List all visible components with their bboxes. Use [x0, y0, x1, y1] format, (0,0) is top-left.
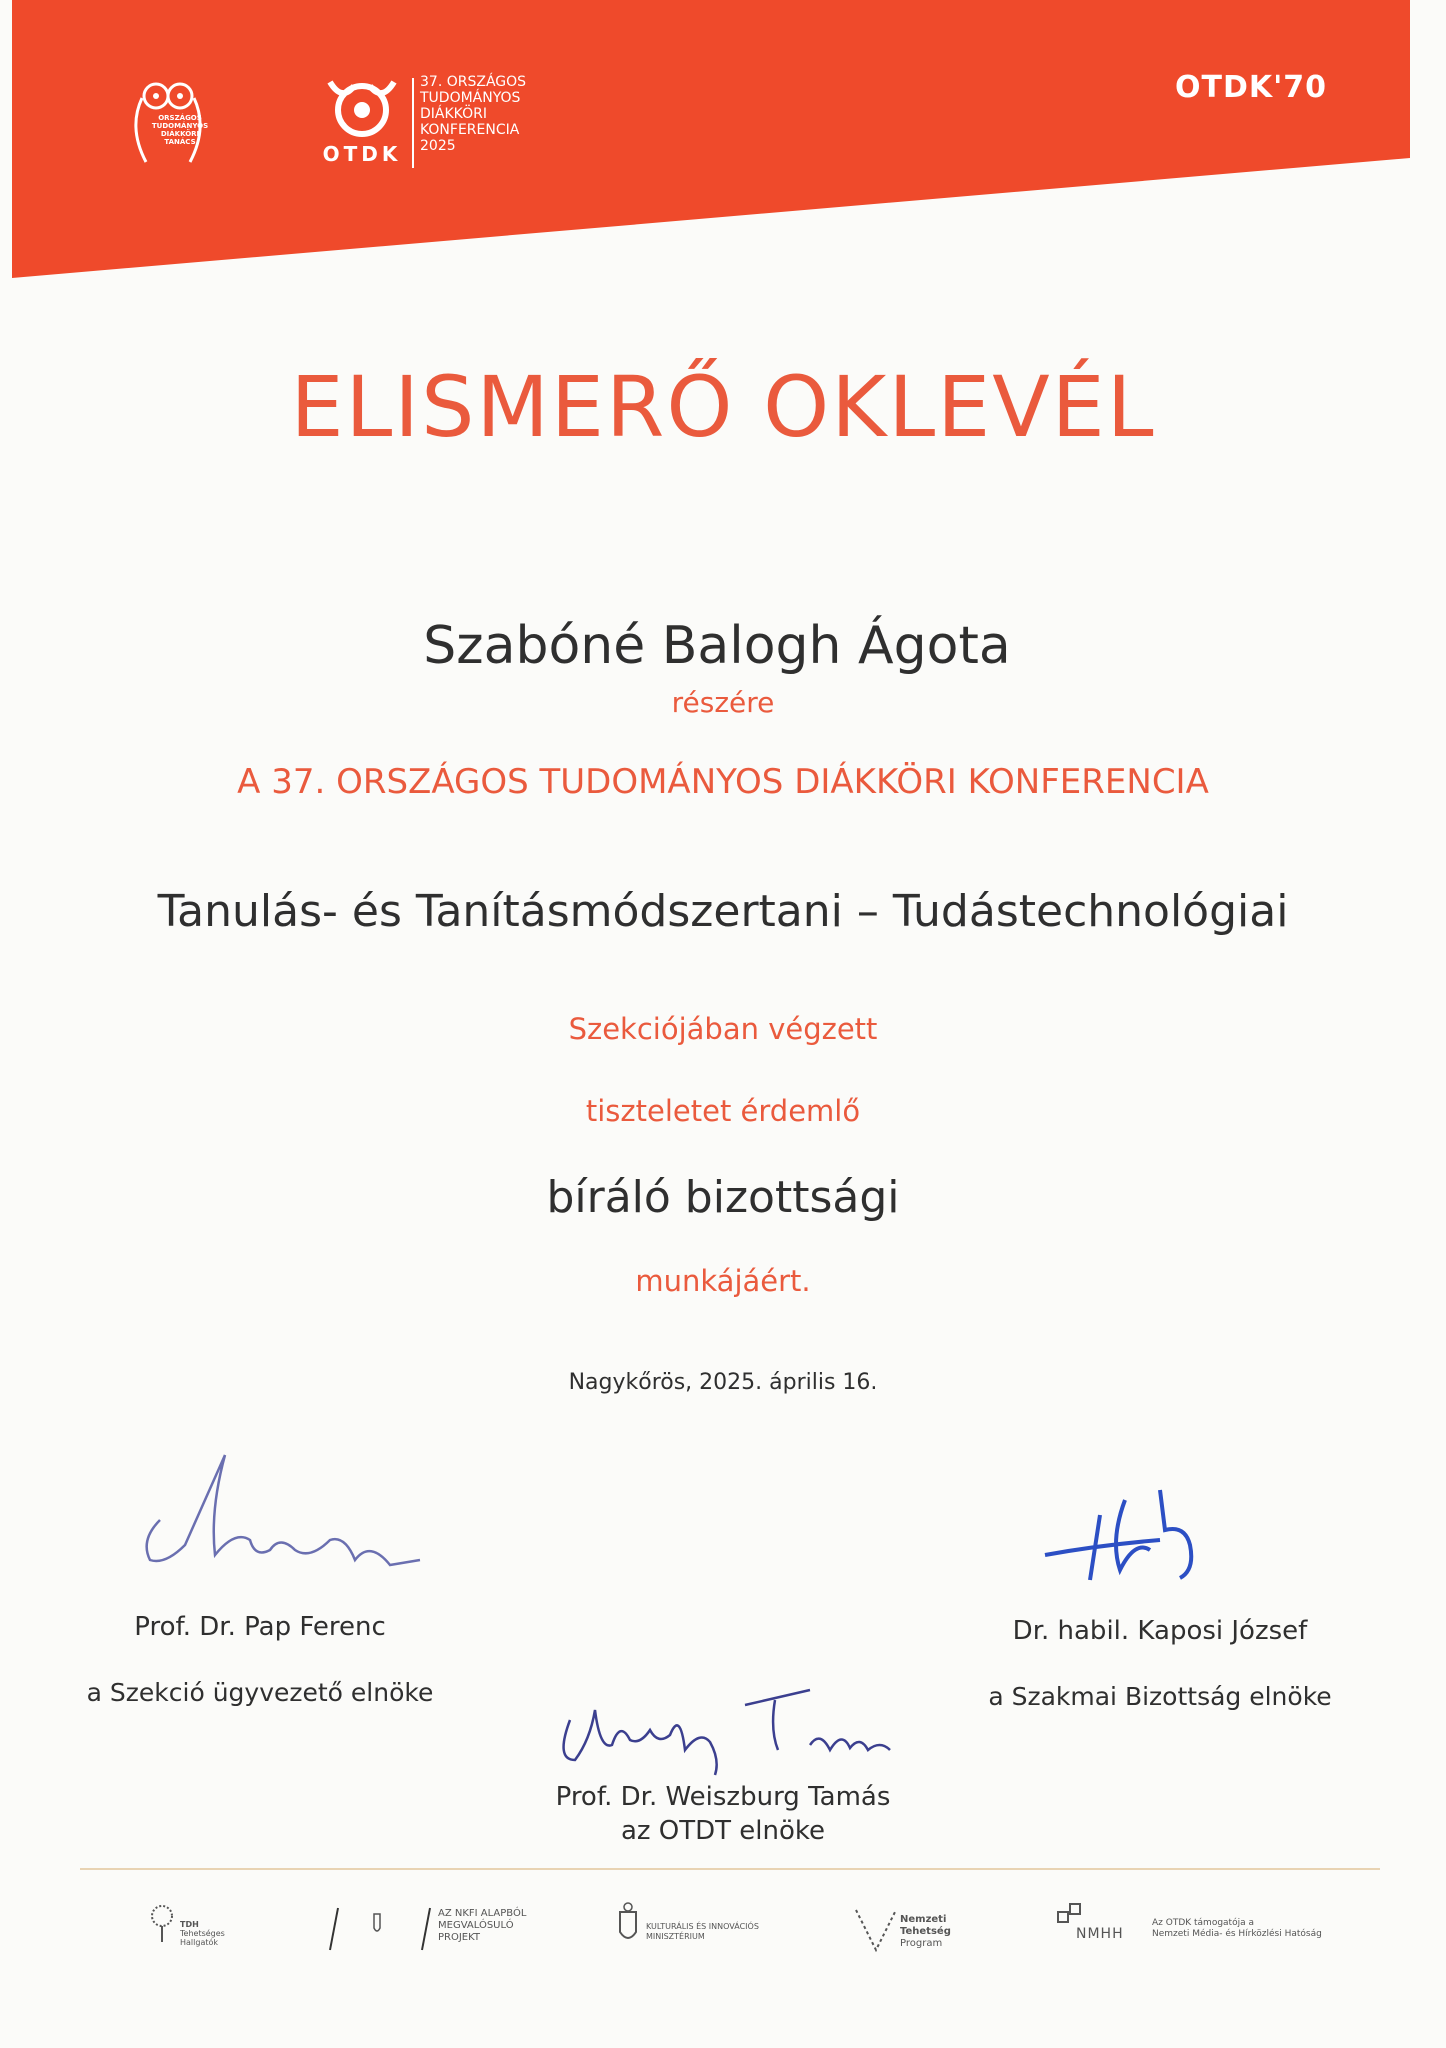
talent-program-icon [854, 1902, 898, 1952]
ministry-line: KULTURÁLIS ÉS INNOVÁCIÓS [646, 1922, 759, 1931]
tdh-line: Tehetséges [180, 1929, 225, 1938]
signatory-right-role-wrap [960, 1682, 1360, 1711]
for-text: részére [671, 686, 775, 719]
signatory-right [960, 1616, 1360, 1646]
work-line: munkájáért. [635, 1264, 811, 1298]
council-logo-line: TUDOMÁNYOS [151, 122, 209, 130]
nmhh-note-line: Nemzeti Média- és Hírközlési Hatóság [1152, 1929, 1322, 1939]
talent-program-logo [854, 1902, 951, 1956]
signature-left [130, 1440, 430, 1580]
otdk-logo [312, 72, 412, 172]
coat-of-arms-icon [616, 1902, 640, 1946]
header-divider [412, 78, 414, 168]
tdh-logo [140, 1902, 225, 1947]
signatory-role: a Szekció ügyvezető elnöke [86, 1678, 434, 1707]
talent-line: Program [900, 1938, 943, 1949]
tdh-line: Hallgatók [180, 1938, 219, 1947]
certificate-title: ELISMERŐ OKLEVÉL [290, 358, 1156, 456]
signature-center [550, 1650, 910, 1780]
talent-line: Nemzeti Tehetség [900, 1914, 951, 1937]
ministry-logo [616, 1902, 759, 1950]
signatory-left [60, 1612, 460, 1642]
council-logo-line: TANÁCS [164, 138, 196, 146]
nmhh-label: NMHH [1076, 1926, 1124, 1942]
recipient-name: Szabóné Balogh Ágota [423, 616, 1011, 676]
nkfi-line: MEGVALÓSULÓ [438, 1920, 514, 1931]
anniversary-mark: OTDK'70 [1175, 70, 1328, 105]
conference-line: 2025 [420, 138, 456, 154]
otdk-emblem-icon [312, 72, 412, 142]
conference-line: KONFERENCIA [420, 122, 520, 138]
tdh-line: TDH [180, 1920, 199, 1929]
footer-divider [80, 1868, 1380, 1870]
nmhh-logo [1056, 1902, 1322, 1942]
conference-name: A 37. ORSZÁGOS TUDOMÁNYOS DIÁKKÖRI KONFERENCIA [237, 762, 1209, 802]
nkfi-line: PROJEKT [438, 1932, 481, 1943]
signatory-left-role-wrap [60, 1678, 460, 1707]
tdh-emblem-icon [140, 1902, 184, 1942]
place-date: Nagykőrös, 2025. április 16. [568, 1370, 878, 1395]
signatory-role: a Szakmai Bizottság elnöke [988, 1682, 1332, 1711]
section-line: Szekciójában végzett [568, 1012, 878, 1046]
nkfi-line: AZ NKFI ALAPBÓL [438, 1908, 527, 1919]
otdk-logo-label: OTDK [322, 142, 402, 166]
nkfi-logo [318, 1902, 527, 1958]
council-logo-line: ORSZÁGOS [158, 114, 202, 122]
conference-block [420, 74, 526, 154]
nmhh-emblem-icon [1056, 1902, 1090, 1928]
signatory-center [523, 1782, 923, 1846]
signatory-name: Prof. Dr. Weiszburg Tamás [555, 1782, 891, 1812]
signatory-name: Dr. habil. Kaposi József [1012, 1616, 1308, 1646]
nmhh-note-line: Az OTDK támogatója a [1152, 1918, 1254, 1928]
section-name: Tanulás- és Tanításmódszertani – Tudástechnológiai [157, 886, 1289, 937]
nkfi-emblem-icon [318, 1902, 438, 1954]
ministry-line: MINISZTÉRIUM [646, 1932, 705, 1941]
council-logo [124, 78, 224, 168]
conference-line: DIÁKKÖRI [420, 106, 487, 122]
conference-line: 37. ORSZÁGOS [420, 74, 527, 90]
conference-line: TUDOMÁNYOS [420, 90, 521, 106]
signatory-role: az OTDT elnöke [620, 1816, 826, 1846]
signature-right [1040, 1470, 1240, 1600]
honor-line: tiszteletet érdemlő [585, 1094, 861, 1128]
signatory-name: Prof. Dr. Pap Ferenc [134, 1612, 386, 1642]
committee-line: bíráló bizottsági [546, 1172, 900, 1223]
council-logo-line: DIÁKKÖRI [160, 130, 200, 138]
